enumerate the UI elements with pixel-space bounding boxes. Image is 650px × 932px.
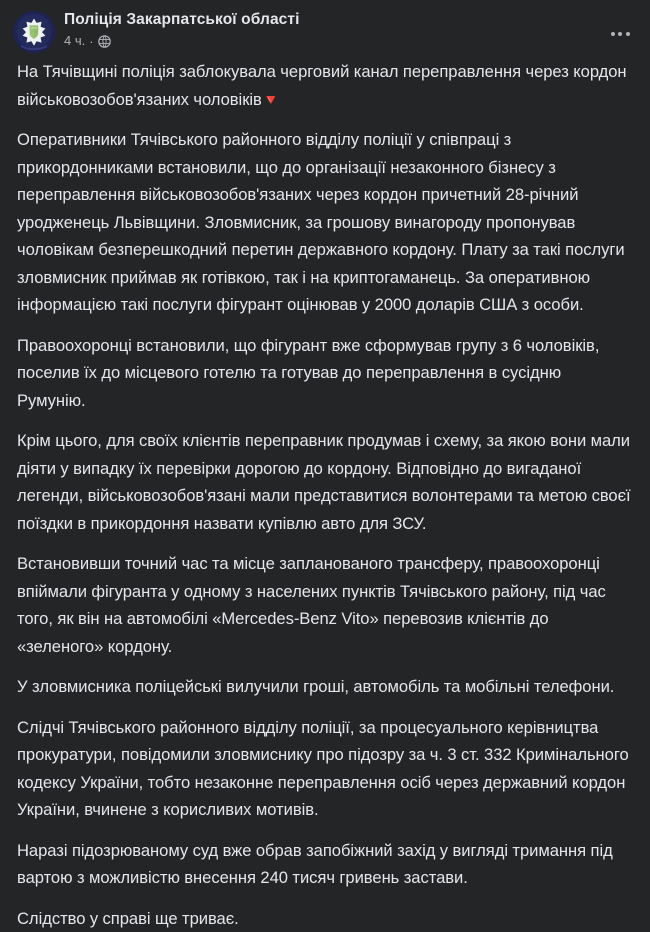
post-paragraph: Правоохоронці встановили, що фігурант вже сформував групу з 6 чоловіків, поселив їх до місцевого готелю та готував до переправлення в сусідню Румунію. — [17, 332, 633, 415]
avatar[interactable] — [13, 11, 55, 53]
meta-separator: · — [89, 35, 93, 48]
red-triangle-down-icon: 🔻 — [262, 92, 281, 109]
post-paragraph: Оперативники Тячівського районного відділу поліції у співпраці з прикордонниками встановили, що до організації незаконного бізнесу з переправлення військовозобов'язаних через кордон причетний 28-річний уродженець Львівщини. Зловмисник, за грошову винагороду пропонував чоловікам безперешкодний перетин державного кордону. Плату за такі послуги зловмисник приймав як готівкою, так і на криптогаманець. За оперативною інформацією такі послуги фігурант оцінював у 2000 доларів США з особи. — [17, 126, 633, 319]
post-more-options-button[interactable] — [604, 18, 636, 50]
post-paragraph-text: На Тячівщині поліція заблокувала черговий канал переправлення через кордон військовозобов'язаних чоловіків — [17, 62, 627, 109]
post-paragraph: У зловмисника поліцейські вилучили гроші, автомобіль та мобільні телефони. — [17, 673, 633, 701]
post-paragraph: Наразі підозрюваному суд вже обрав запобіжний захід у вигляді тримання під вартою з можливістю внесення 240 тисяч гривень застави. — [17, 837, 633, 892]
header-text — [64, 9, 299, 49]
post-paragraph: Встановивши точний час та місце запланованого трансферу, правоохоронці впіймали фігуранта у одному з населених пунктів Тячівського району, під час того, як він на автомобілі «Mercedes-Benz Vito» перевозив клієнтів до «зеленого» кордону. — [17, 550, 633, 660]
post-paragraph: Слідчі Тячівського районного відділу поліції, за процесуального керівництва прокуратури, повідомили зловмиснику про підозру за ч. 3 ст. 332 Кримінального кодексу України, тобто незаконне переправлення осіб через державний кордон України, вчинене з корисливих мотивів. — [17, 714, 633, 824]
post-meta — [64, 33, 299, 49]
post-body — [0, 58, 650, 932]
globe-public-icon[interactable] — [98, 35, 111, 48]
more-horizontal-icon — [611, 32, 630, 36]
post-paragraph: Крім цього, для своїх клієнтів переправник продумав і схему, за якою вони мали діяти у випадку їх перевірки дорогою до кордону. Відповідно до вигаданої легенди, військовозобов'язані мали представитися волонтерами та метою своєї поїздки в прикордоння назвати купівлю авто для ЗСУ. — [17, 427, 633, 537]
post-paragraph: Слідство у справі ще триває. — [17, 905, 633, 932]
page-name[interactable]: Поліція Закарпатської області — [64, 10, 299, 30]
post-paragraph — [17, 58, 633, 113]
post-header — [0, 0, 650, 58]
police-badge-icon — [13, 11, 55, 53]
post-timestamp[interactable]: 4 ч. — [64, 33, 85, 49]
